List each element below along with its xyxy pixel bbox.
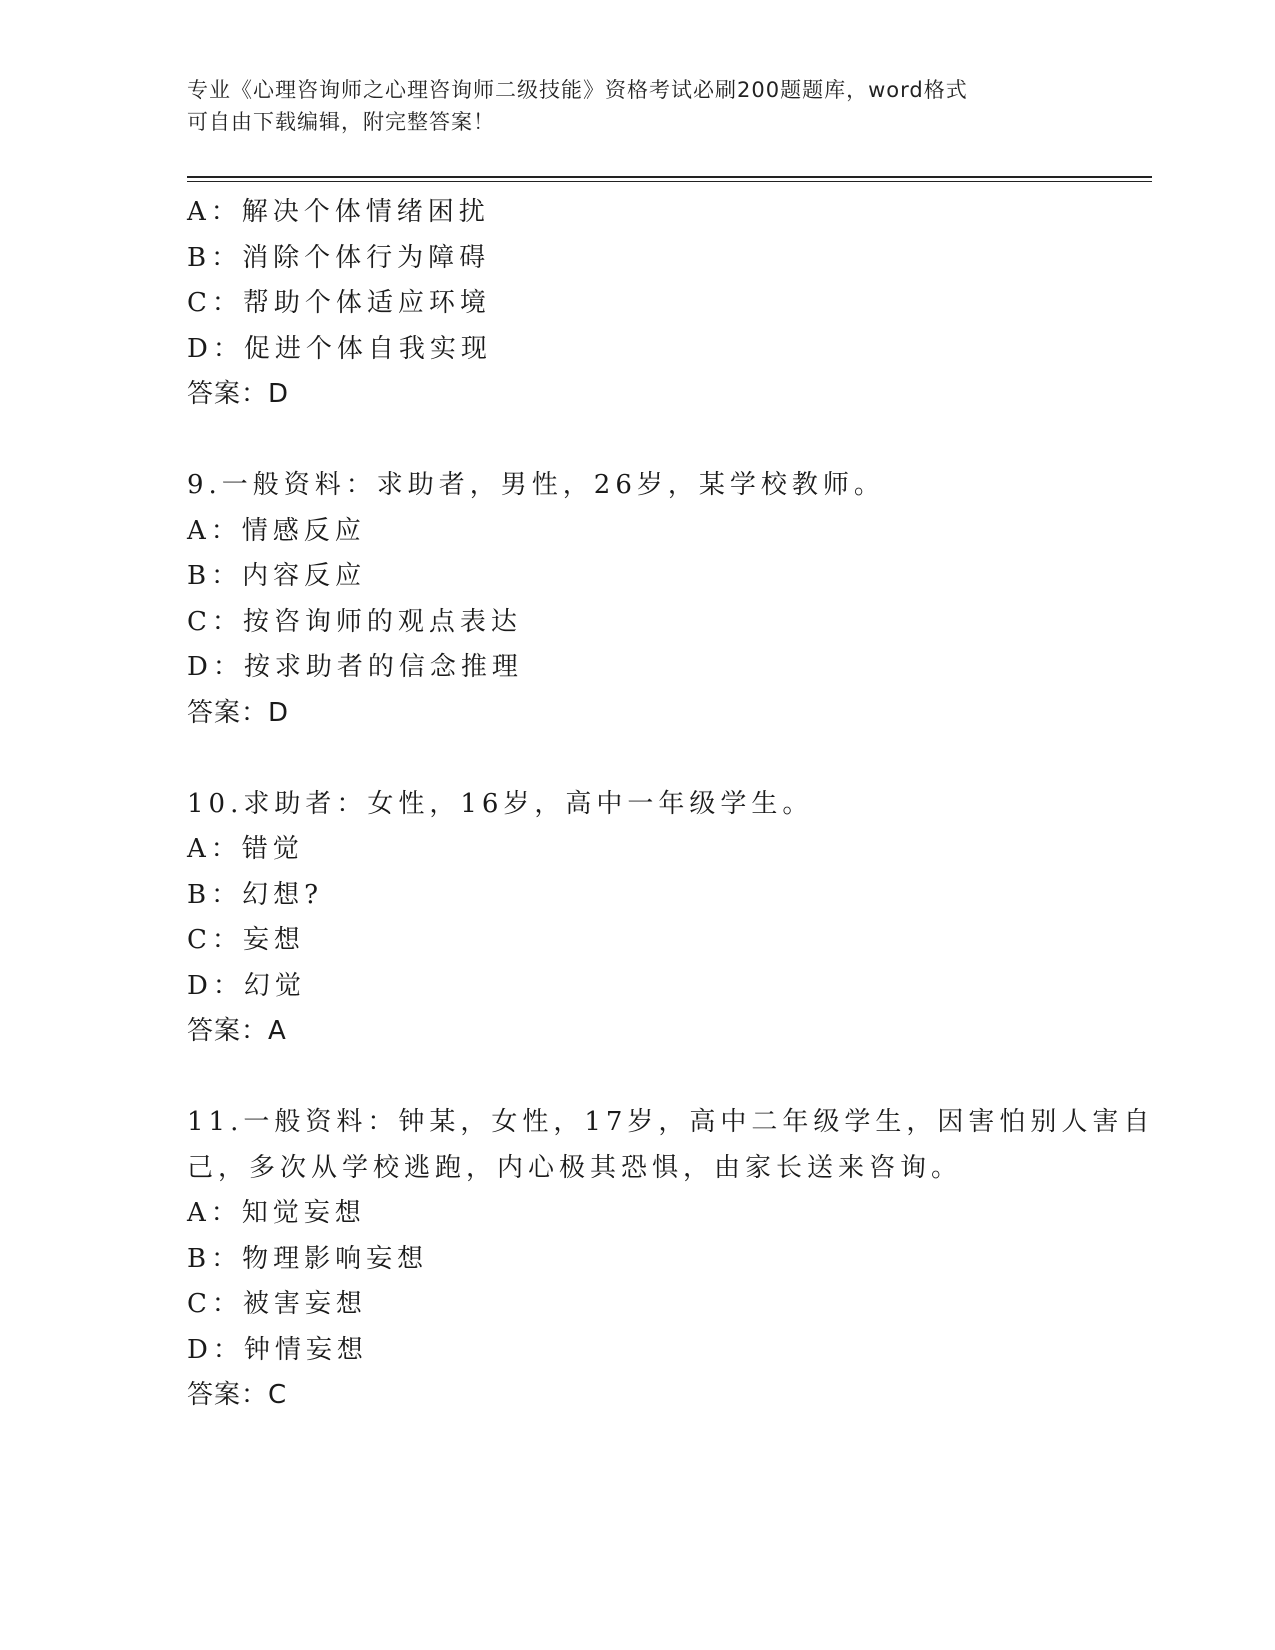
option-c: C：妄想 <box>187 925 305 955</box>
option-d: D：幻觉 <box>187 970 306 1001</box>
option-c: C：被害妄想 <box>187 1289 367 1319</box>
header-divider-thick <box>187 176 1152 178</box>
option-b: B：幻想? <box>187 879 324 910</box>
answer-line: 答案：A <box>187 1016 287 1046</box>
question-list <box>187 190 1155 1419</box>
answer-line: 答案：C <box>187 1380 288 1410</box>
question-block-11 <box>187 1100 1155 1419</box>
question-text-line-2: 己，多次从学校逃跑，内心极其恐惧，由家长送来咨询。 <box>187 1152 963 1183</box>
header-title-line-2: 可自由下载编辑，附完整答案！ <box>187 110 495 134</box>
option-a: A：情感反应 <box>187 515 366 546</box>
answer-line: 答案：D <box>187 379 290 409</box>
spacer <box>187 1055 1107 1101</box>
option-a: A：解决个体情绪困扰 <box>187 197 490 227</box>
header-title-line-1: 专业《心理咨询师之心理咨询师二级技能》资格考试必刷200题题库，word格式 <box>187 78 968 102</box>
option-a: A：知觉妄想 <box>187 1198 366 1228</box>
spacer <box>187 418 1107 464</box>
option-b: B：消除个体行为障碍 <box>187 242 491 273</box>
spacer <box>187 736 1107 782</box>
option-a: A：错觉 <box>187 834 304 864</box>
answer-line: 答案：D <box>187 697 290 728</box>
option-b: B：内容反应 <box>187 561 367 591</box>
question-block-10 <box>187 782 1107 1055</box>
question-text-line-1: 11.一般资料：钟某，女性，17岁，高中二年级学生，因害怕别人害自 <box>187 1107 1155 1137</box>
option-d: D：促进个体自我实现 <box>187 333 492 364</box>
question-text: 10.求助者：女性，16岁，高中一年级学生。 <box>187 788 814 819</box>
option-c: C：帮助个体适应环境 <box>187 288 491 318</box>
option-d: D：按求助者的信念推理 <box>187 652 523 682</box>
option-d: D：钟情妄想 <box>187 1334 368 1365</box>
question-block-8 <box>187 190 1107 418</box>
header-divider-thin <box>187 181 1152 182</box>
question-text: 9.一般资料：求助者，男性，26岁，某学校教师。 <box>187 470 885 500</box>
option-c: C：按咨询师的观点表达 <box>187 606 522 637</box>
option-b: B：物理影响妄想 <box>187 1243 429 1274</box>
document-header <box>187 74 1067 138</box>
question-block-9 <box>187 463 1107 736</box>
